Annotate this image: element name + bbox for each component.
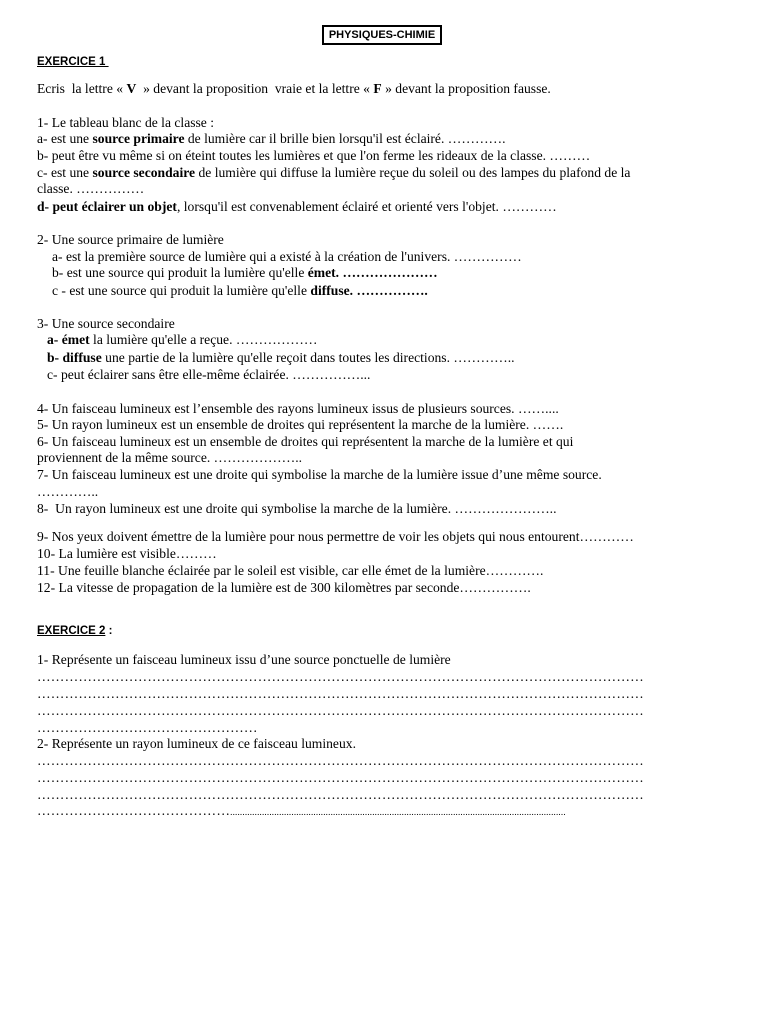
question-10: 10- La lumière est visible……… — [37, 546, 217, 561]
q2c-bold: diffuse. ……………. — [310, 283, 428, 298]
answer-line: …………………………………………………………………………………………………………………… — [37, 669, 644, 684]
question-7-continued: ………….. — [37, 484, 99, 499]
answer-line: …………………………………………………………………………………………………………………… — [37, 770, 644, 785]
question-4: 4- Un faisceau lumineux est l’ensemble des rayons lumineux issus de plusieurs sources. …….... — [37, 401, 559, 416]
instruction-letter-v: V — [126, 81, 137, 96]
question-12: 12- La vitesse de propagation de la lumière est de 300 kilomètres par seconde……………. — [37, 580, 531, 595]
question-3c: c- peut éclairer sans être elle-même éclairée. ……………... — [47, 367, 371, 382]
answer-line: …………………………………………………………………………………………………………………… — [37, 753, 644, 768]
instruction-letter-f: F — [373, 81, 382, 96]
question-2-title: 2- Une source primaire de lumière — [37, 232, 224, 247]
q1a-text: a- est une — [37, 131, 93, 146]
instruction-text-2: » devant la proposition vraie et la lettre « — [136, 81, 374, 96]
question-7: 7- Un faisceau lumineux est une droite qui symbolise la marche de la lumière issue d’une même source. — [37, 467, 602, 482]
question-1b: b- peut être vu même si on éteint toutes les lumières et que l'on ferme les rideaux de la classe. ……… — [37, 148, 591, 163]
q2b-bold: émet. ………………… — [307, 265, 438, 280]
ex2-question-2: 2- Représente un rayon lumineux de ce faisceau lumineux. — [37, 736, 356, 751]
q1c-text-end: de lumière qui diffuse la lumière reçue du soleil ou des lampes du plafond de la — [195, 165, 631, 180]
q1c-bold: source secondaire — [92, 165, 196, 180]
question-3b — [47, 350, 515, 366]
question-1c — [37, 165, 630, 181]
question-3-title: 3- Une source secondaire — [37, 316, 175, 331]
answer-line-last — [37, 803, 729, 820]
exercise-2-heading-suffix: : — [105, 625, 113, 637]
answer-line: …………………………………………………………………………………………………………………… — [37, 787, 644, 802]
q1a-bold: source primaire — [92, 131, 185, 146]
ex2-question-1: 1- Représente un faisceau lumineux issu d’une source ponctuelle de lumière — [37, 652, 451, 667]
q2c-text: c - est une source qui produit la lumière qu'elle — [52, 283, 311, 298]
question-1d — [37, 199, 557, 215]
exercise-2-heading: EXERCICE 2 — [37, 625, 106, 637]
q3b-text: une partie de la lumière qu'elle reçoit dans toutes les directions. ………….. — [101, 350, 515, 365]
page-title: PHYSIQUES-CHIMIE — [328, 29, 436, 41]
question-2a: a- est la première source de lumière qui a existé à la création de l'univers. …………… — [52, 249, 522, 264]
q3a-bold: a- émet — [47, 332, 90, 347]
q1c-text: c- est une — [37, 165, 93, 180]
question-6-continued: proviennent de la même source. ……………….. — [37, 450, 303, 465]
question-9: 9- Nos yeux doivent émettre de la lumière pour nous permettre de voir les objets qui nous entourent………… — [37, 529, 634, 544]
question-1a — [37, 131, 506, 147]
question-6: 6- Un faisceau lumineux est un ensemble de droites qui représentent la marche de la lumière et qui — [37, 434, 574, 449]
instruction-line — [37, 81, 551, 97]
q1a-text-end: de lumière car il brille bien lorsqu'il est éclairé. …………. — [184, 131, 506, 146]
question-1c-continued: classe. …………… — [37, 181, 145, 196]
answer-line: …………………………………………………………………………………………………………………… — [37, 686, 644, 701]
q1d-bold: d- peut éclairer un objet — [37, 199, 177, 214]
instruction-text-3: » devant la proposition fausse. — [381, 81, 551, 96]
question-5: 5- Un rayon lumineux est un ensemble de droites qui représentent la marche de la lumière. ……. — [37, 417, 564, 432]
q3b-bold: b- diffuse — [47, 350, 102, 365]
instruction-text-1: Ecris la lettre « — [37, 81, 127, 96]
question-1-title: 1- Le tableau blanc de la classe : — [37, 115, 215, 130]
answer-line-last-b: ......................................................................................................................................... — [230, 807, 566, 817]
answer-line-short: ………………………………………… — [37, 720, 258, 735]
question-2b — [52, 265, 438, 281]
q3a-text: la lumière qu'elle a reçue. ……………… — [89, 332, 318, 347]
q2b-text: b- est une source qui produit la lumière qu'elle — [52, 265, 308, 280]
question-2c — [52, 283, 428, 299]
exercise-2-heading-line — [37, 623, 112, 639]
page-title-box — [322, 25, 442, 45]
answer-line-last-a: …………………………………… — [37, 803, 231, 818]
question-3a — [47, 332, 317, 348]
exercise-1-heading: EXERCICE 1 — [37, 56, 109, 68]
q1d-text: , lorsqu'il est convenablement éclairé et orienté vers l'objet. ………… — [176, 199, 557, 214]
answer-line: …………………………………………………………………………………………………………………… — [37, 703, 644, 718]
question-11: 11- Une feuille blanche éclairée par le soleil est visible, car elle émet de la lumière…………. — [37, 563, 544, 578]
question-8: 8- Un rayon lumineux est une droite qui symbolise la marche de la lumière. ………………….. — [37, 501, 557, 516]
